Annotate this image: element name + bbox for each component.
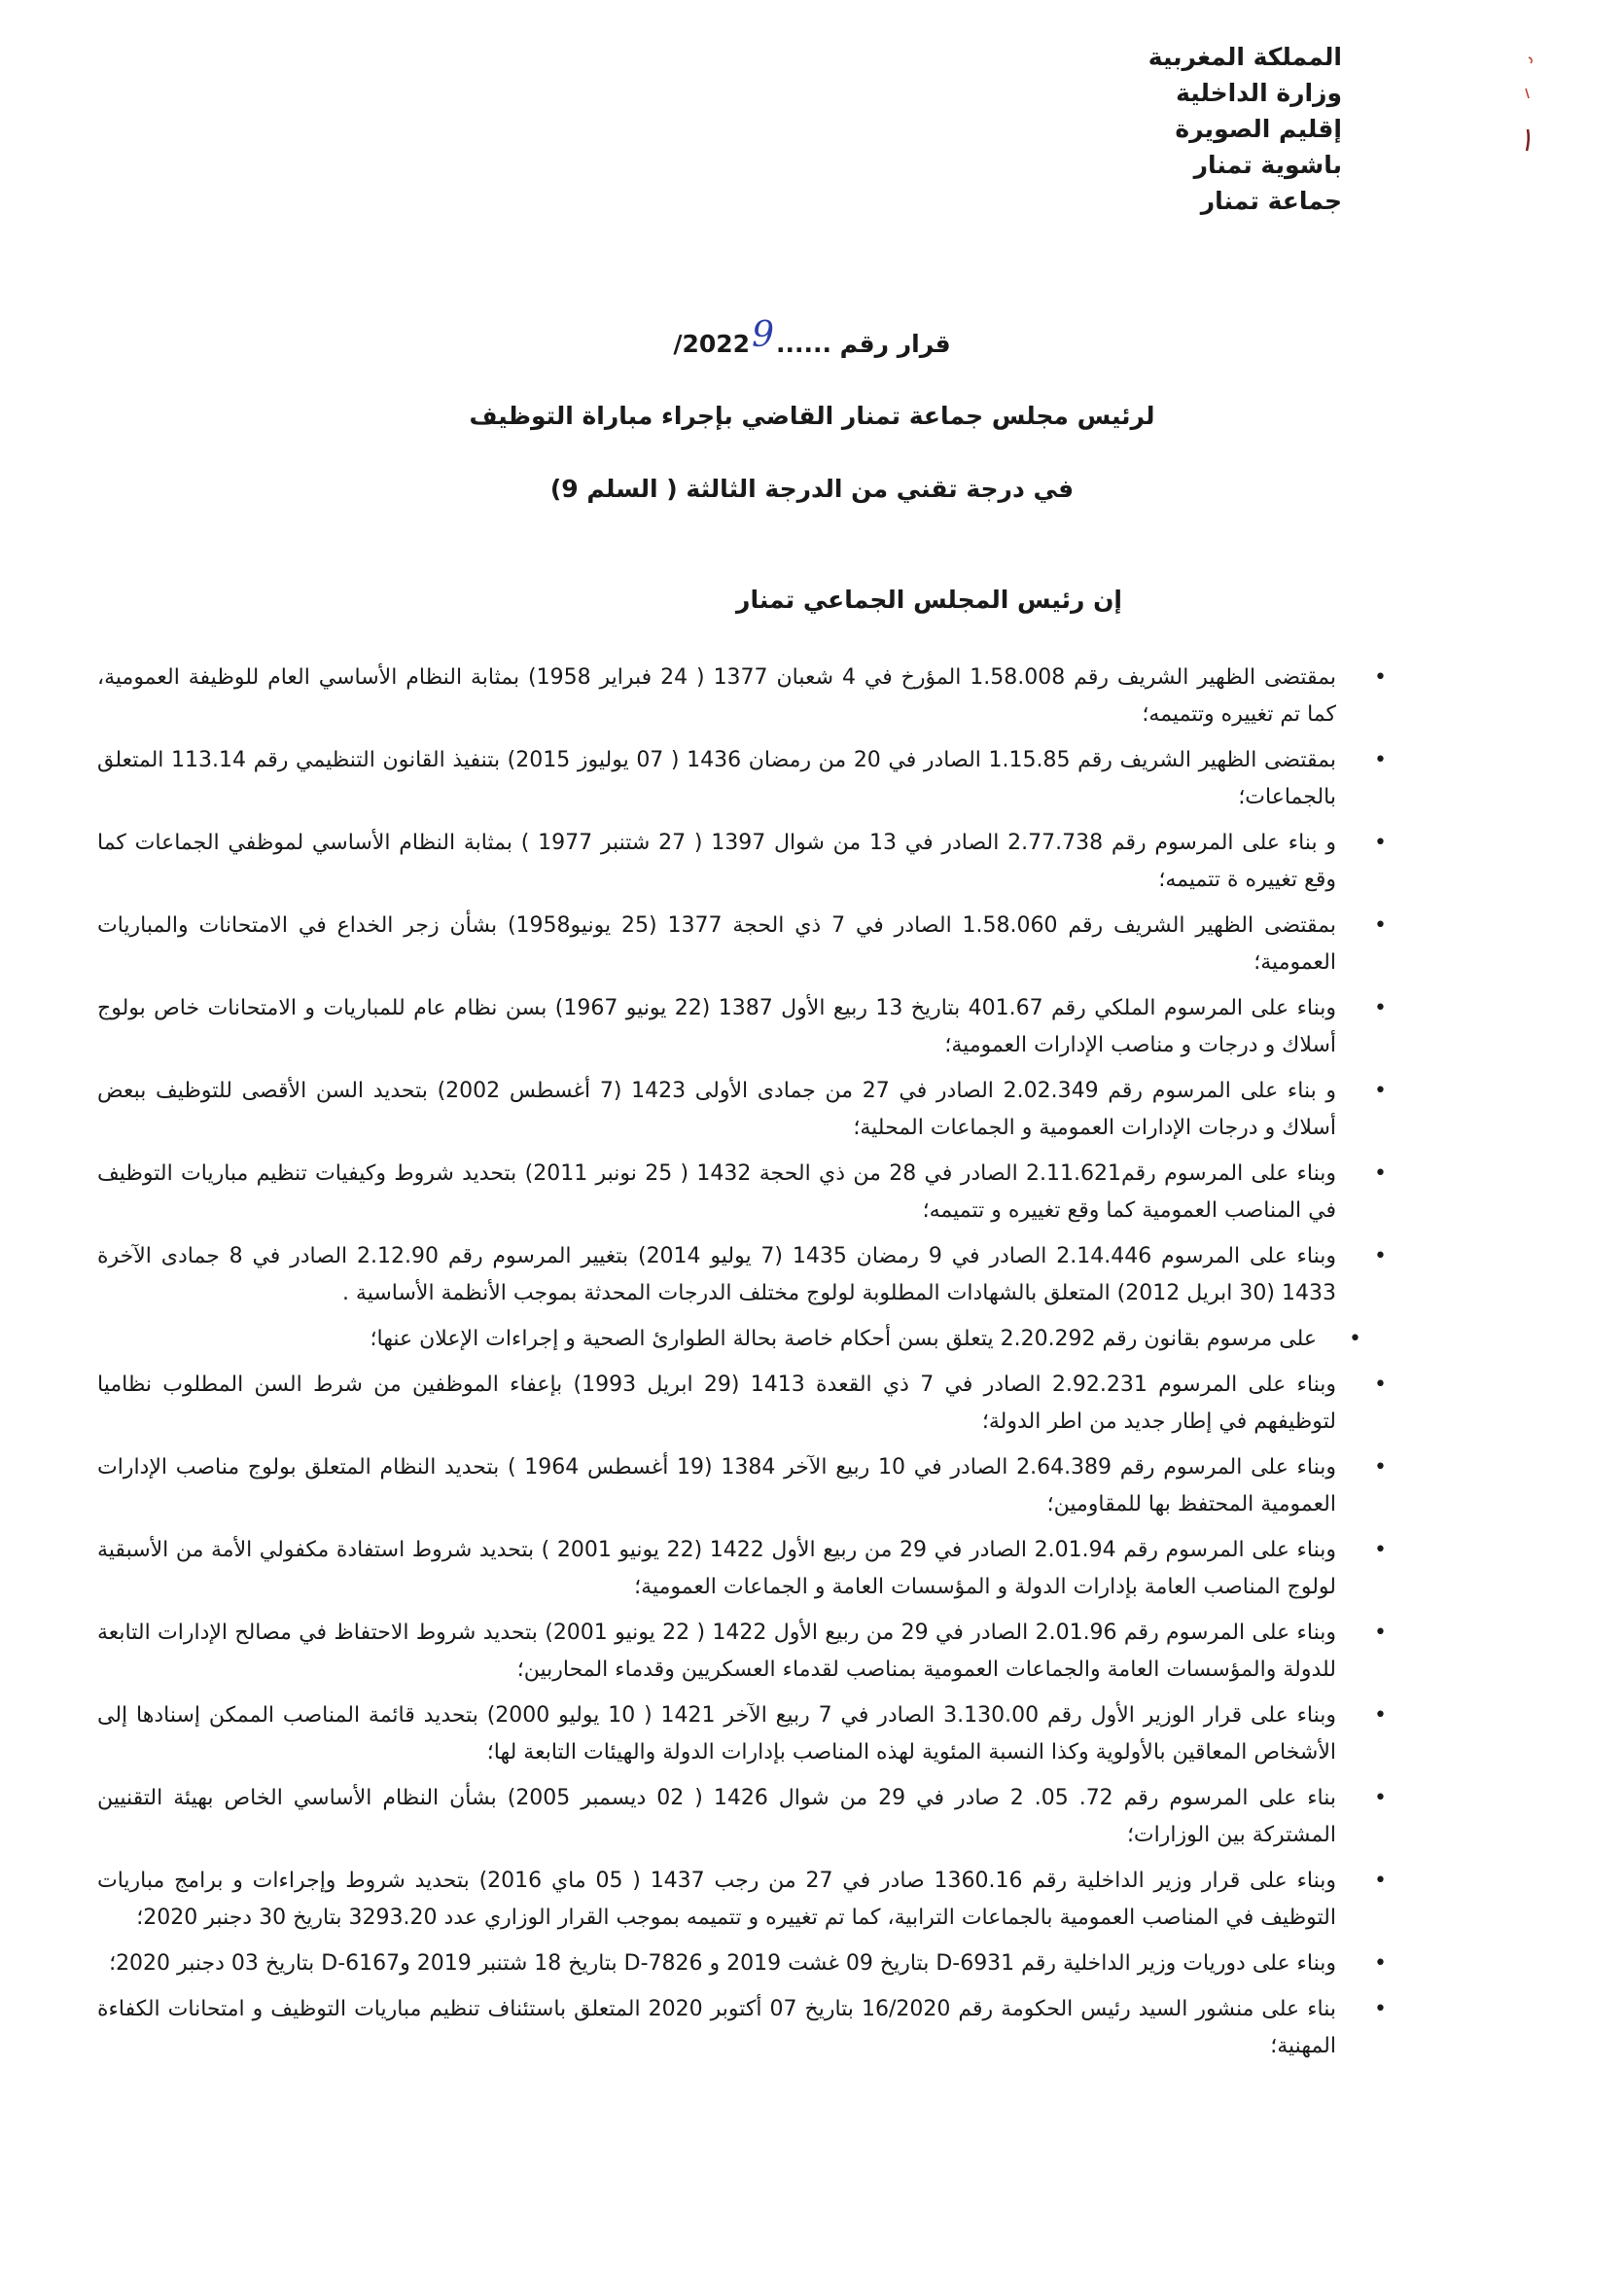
bullet-icon: • <box>1374 748 1387 772</box>
legal-basis-item <box>97 1073 1391 1147</box>
legal-basis-item <box>97 1156 1391 1230</box>
legal-basis-text: وبناء على المرسوم الملكي رقم 401.67 بتاريخ 13 ربيع الأول 1387 (22 يونيو 1967) بسن نظام عام للمباريات و الامتحانات خاص بولوج أسلاك و درجات و مناصب الإدارات العمومية؛ <box>97 996 1337 1057</box>
handwritten-margin-mark <box>1517 53 1536 160</box>
decision-number-line <box>0 315 1624 361</box>
legal-basis-item <box>97 825 1391 899</box>
legal-basis-text: وبناء على قرار وزير الداخلية رقم 1360.16 صادر في 27 من رجب 1437 ( 05 ماي 2016) بتحديد شروط وإجراءات و برامج مباريات التوظيف في المناصب العمومية بالجماعات الترابية، كما تم تغييره و تتميمه بموجب القرار الوزاري عدد 3293.20 بتاريخ 30 دجنبر 2020؛ <box>97 1869 1337 1930</box>
legal-basis-item <box>97 1697 1391 1771</box>
header-line-pashalik: باشوية تمنار <box>1193 151 1342 179</box>
legal-basis-item <box>97 1780 1391 1854</box>
decision-suffix: 2022/ <box>673 330 751 358</box>
legal-basis-text: وبناء على المرسوم رقم 2.01.96 الصادر في 29 من ربيع الأول 1422 ( 22 يونيو 2001) بتحديد شروط الاحتفاظ في مصالح الإدارات التابعة للدولة والمؤسسات العامة والجماعات العمومية بمناصب لقدماء العسكريين وقدماء المحاربين؛ <box>97 1621 1336 1682</box>
issuing-authority-header <box>1148 39 1342 219</box>
legal-basis-item <box>97 1238 1391 1312</box>
legal-basis-text: بمقتضى الظهير الشريف رقم 1.15.85 الصادر في 20 من رمضان 1436 ( 07 يوليوز 2015) بتنفيذ القانون التنظيمي رقم 113.14 المتعلق بالجماعات؛ <box>97 748 1336 809</box>
bullet-icon: • <box>1374 1869 1387 1893</box>
header-line-commune: جماعة تمنار <box>1200 187 1342 215</box>
header-line-ministry: وزارة الداخلية <box>1176 79 1342 107</box>
bullet-icon: • <box>1374 1621 1387 1645</box>
decision-prefix: قرار رقم ...... <box>776 330 951 358</box>
legal-basis-item <box>97 908 1391 981</box>
legal-basis-item <box>97 1945 1391 1982</box>
legal-basis-text: وبناء على المرسوم 2.92.231 الصادر في 7 ذي القعدة 1413 (29 ابريل 1993) بإعفاء الموظفين من شرط السن المطلوب نظاميا لتوظيفهم في إطار جديد من اطر الدولة؛ <box>97 1373 1336 1434</box>
bullet-icon: • <box>1374 665 1387 690</box>
legal-basis-item <box>97 990 1391 1064</box>
bullet-icon: • <box>1374 1244 1387 1268</box>
preamble-intro: إن رئيس المجلس الجماعي تمنار <box>736 586 1122 614</box>
bullet-icon: • <box>1374 1786 1387 1810</box>
legal-basis-text: و بناء على المرسوم رقم 2.77.738 الصادر في 13 من شوال 1397 ( 27 شتنبر 1977 ) بمثابة النظام الأساسي لموظفي الجماعات كما وقع تغييره ة تتميمه؛ <box>97 831 1336 892</box>
legal-basis-text: وبناء على المرسوم رقم 2.64.389 الصادر في 10 ربيع الآخر 1384 (19 أغسطس 1964 ) بتحديد النظام المتعلق بولوج مناصب الإدارات العمومية المحتفظ بها للمقاومين؛ <box>97 1455 1336 1516</box>
legal-basis-text: وبناء على دوريات وزير الداخلية رقم D-6931 بتاريخ 09 غشت 2019 و D-7826 بتاريخ 18 شتنبر 2019 وD-6167 بتاريخ 03 دجنبر 2020؛ <box>109 1951 1336 1976</box>
bullet-icon: • <box>1374 1997 1387 2021</box>
legal-basis-text: وبناء على المرسوم رقم 2.01.94 الصادر في 29 من ربيع الأول 1422 (22 يونيو 2001 ) بتحديد شروط استفادة مكفولي الأمة من الأسبقية لولوج المناصب العامة بإدارات الدولة و المؤسسات العامة و الجماعات العمومية؛ <box>97 1538 1336 1599</box>
bullet-icon: • <box>1374 1538 1387 1562</box>
legal-basis-text: على مرسوم بقانون رقم 2.20.292 يتعلق بسن أحكام خاصة بحالة الطوارئ الصحية و إجراءات الإعلان عنها؛ <box>370 1327 1317 1351</box>
legal-basis-text: بمقتضى الظهير الشريف رقم 1.58.008 المؤرخ في 4 شعبان 1377 ( 24 فبراير 1958) بمثابة النظام الأساسي العام للوظيفة العمومية، كما تم تغييره وتتميمه؛ <box>97 665 1337 727</box>
bullet-icon: • <box>1374 1079 1387 1103</box>
legal-basis-text: وبناء على قرار الوزير الأول رقم 3.130.00 الصادر في 7 ربيع الآخر 1421 ( 10 يوليو 2000) بتحديد قائمة المناصب الممكن إسنادها إلى الأشخاص المعاقين بالأولوية وكذا النسبة المئوية لهذه المناصب بإدارات الدولة والهيئات التابعة لها؛ <box>97 1703 1337 1765</box>
legal-basis-item <box>97 1991 1391 2065</box>
bullet-icon: • <box>1374 831 1387 855</box>
bullet-icon: • <box>1374 996 1387 1020</box>
header-line-kingdom: المملكة المغربية <box>1147 43 1342 71</box>
legal-basis-text: بناء على منشور السيد رئيس الحكومة رقم 16/2020 بتاريخ 07 أكتوبر 2020 المتعلق باستئناف تنظيم مباريات التوظيف و امتحانات الكفاءة المهنية؛ <box>97 1997 1337 2058</box>
decision-title-line-2: في درجة تقني من الدرجة الثالثة ( السلم 9) <box>549 475 1075 503</box>
legal-basis-item <box>97 1321 1391 1358</box>
bullet-icon: • <box>1374 1373 1387 1397</box>
bullet-icon: • <box>1374 913 1387 938</box>
bullet-icon: • <box>1349 1327 1361 1351</box>
legal-basis-item <box>97 660 1391 733</box>
legal-basis-item <box>97 1532 1391 1606</box>
legal-basis-text: و بناء على المرسوم رقم 2.02.349 الصادر في 27 من جمادى الأولى 1423 (7 أغسطس 2002) بتحديد السن الأقصى للتوظيف ببعض أسلاك و درجات الإدارات العمومية و الجماعات المحلية؛ <box>97 1079 1337 1140</box>
bullet-icon: • <box>1374 1703 1387 1728</box>
legal-basis-list <box>97 660 1391 2074</box>
handwritten-decision-number: 9 <box>752 315 774 355</box>
legal-basis-text: بناء على المرسوم رقم 72. 05. 2 صادر في 29 من شوال 1426 ( 02 ديسمبر 2005) بشأن النظام الأساسي الخاص بهيئة التقنيين المشتركة بين الوزارات؛ <box>97 1786 1336 1847</box>
legal-basis-text: وبناء على المرسوم 2.14.446 الصادر في 9 رمضان 1435 (7 يوليو 2014) بتغيير المرسوم رقم 2.12.90 الصادر في 8 جمادى الآخرة 1433 (30 ابريل 2012) المتعلق بالشهادات المطلوبة لولوج مختلف الدرجات المحدثة بموجب الأنظمة الأساسية . <box>97 1244 1336 1305</box>
legal-basis-item <box>97 1863 1391 1937</box>
bullet-icon: • <box>1374 1455 1387 1480</box>
header-line-province: إقليم الصويرة <box>1175 115 1342 143</box>
legal-basis-item <box>97 742 1391 816</box>
bullet-icon: • <box>1374 1951 1387 1976</box>
legal-basis-item <box>97 1367 1391 1441</box>
legal-basis-text: بمقتضى الظهير الشريف رقم 1.58.060 الصادر في 7 ذي الحجة 1377 (25 يونيو1958) بشأن زجر الخداع في الامتحانات والمباريات العمومية؛ <box>97 913 1337 975</box>
legal-basis-item <box>97 1449 1391 1523</box>
legal-basis-text: وبناء على المرسوم رقم2.11.621 الصادر في 28 من ذي الحجة 1432 ( 25 نونبر 2011) بتحديد شروط وكيفيات تنظيم مباريات التوظيف في المناصب العمومية كما وقع تغييره و تتميمه؛ <box>97 1161 1336 1223</box>
bullet-icon: • <box>1374 1161 1387 1186</box>
decision-title-line-1: لرئيس مجلس جماعة تمنار القاضي بإجراء مباراة التوظيف <box>469 402 1155 430</box>
legal-basis-item <box>97 1615 1391 1689</box>
